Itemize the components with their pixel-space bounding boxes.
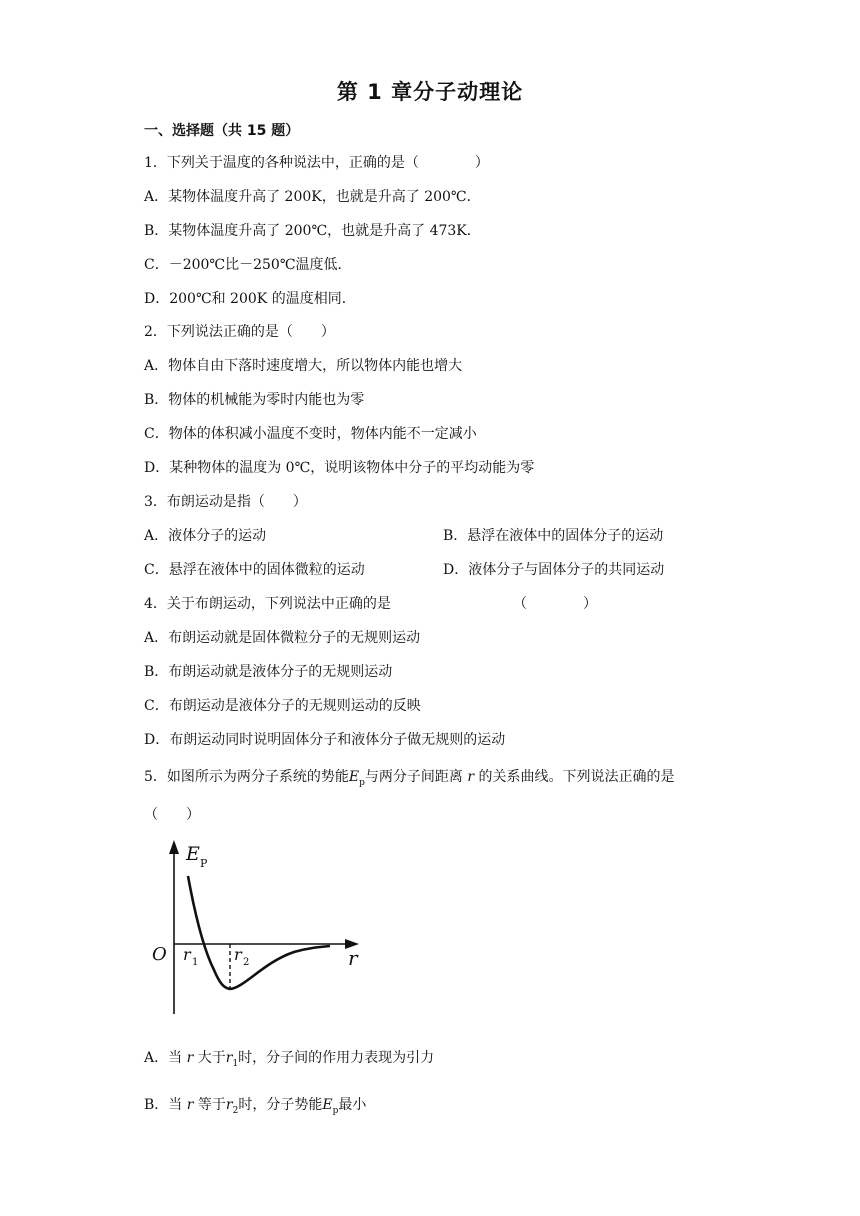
r1-label-subscript: 1: [192, 957, 199, 968]
question-3-option-c: C．悬浮在液体中的固体微粒的运动: [144, 562, 365, 578]
option-b-mid: 等于: [197, 1097, 226, 1113]
question-4-option-d: D．布朗运动同时说明固体分子和液体分子做无规则的运动: [144, 732, 506, 748]
option-b-end: 最小: [338, 1097, 367, 1113]
question-2-stem: 2．下列说法正确的是（ ）: [144, 324, 335, 340]
question-5-stem-pre: 5．如图所示为两分子系统的势能: [144, 769, 349, 785]
option-b-r-symbol: r: [225, 1097, 233, 1113]
question-2-option-d: D．某种物体的温度为 0℃，说明该物体中分子的平均动能为零: [144, 460, 535, 476]
question-2-option-b: B．物体的机械能为零时内能也为零: [144, 392, 365, 408]
option-b-r: r: [186, 1097, 194, 1113]
section-heading: 一、选择题（共 15 题）: [144, 123, 300, 139]
page-title: 第 1 章分子动理论: [336, 80, 524, 104]
r2-label: r: [234, 945, 242, 964]
question-2-option-a: A．物体自由下落时速度增大，所以物体内能也增大: [144, 358, 463, 374]
option-a-mid: 大于: [197, 1050, 226, 1066]
question-3-option-b: B．悬浮在液体中的固体分子的运动: [443, 528, 664, 544]
option-a-r: r: [186, 1050, 194, 1066]
question-4-option-a: A．布朗运动就是固体微粒分子的无规则运动: [144, 630, 421, 646]
question-1-option-b: B．某物体温度升高了 200℃，也就是升高了 473K．: [144, 223, 481, 239]
y-axis-label: E: [186, 843, 200, 865]
question-4-stem: 4．关于布朗运动，下列说法中正确的是: [144, 596, 391, 612]
y-axis-arrow: [169, 840, 179, 854]
question-1-option-a: A．某物体温度升高了 200K，也就是升高了 200℃．: [144, 189, 481, 205]
origin-label: O: [152, 944, 167, 965]
question-5-stem-post: 的关系曲线。下列说法正确的是: [478, 769, 675, 785]
option-b-r-subscript: 2: [232, 1105, 239, 1116]
question-1-option-c: C．－200℃比－250℃温度低．: [144, 257, 352, 273]
option-b-post: 时，分子势能: [238, 1097, 323, 1113]
question-5-option-b: [144, 1094, 366, 1116]
option-a-r-symbol: r: [225, 1050, 233, 1066]
question-4-option-c: C．布朗运动是液体分子的无规则运动的反映: [144, 698, 421, 714]
question-3-option-d: D．液体分子与固体分子的共同运动: [443, 562, 665, 578]
ep-subscript: p: [359, 777, 365, 788]
potential-energy-graph: [144, 838, 374, 1020]
y-axis-label-subscript: P: [200, 857, 208, 870]
potential-energy-curve: [188, 876, 330, 989]
question-3-stem: 3．布朗运动是指（ ）: [144, 494, 307, 510]
x-axis-label: r: [348, 946, 358, 970]
option-b-pre: B．当: [144, 1097, 183, 1113]
question-1-option-d: D．200℃和 200K 的温度相同．: [144, 291, 356, 307]
option-a-pre: A．当: [144, 1050, 183, 1066]
question-4-answer-paren: （ ）: [513, 596, 597, 612]
r-symbol: r: [467, 769, 475, 785]
question-5-answer-paren: （ ）: [144, 807, 200, 823]
question-5-option-a: [144, 1047, 434, 1069]
question-3-option-a: A．液体分子的运动: [144, 528, 267, 544]
option-a-post: 时，分子间的作用力表现为引力: [238, 1050, 435, 1066]
question-1-stem: 1．下列关于温度的各种说法中，正确的是（ ）: [144, 155, 489, 171]
question-5-stem-mid: 与两分子间距离: [364, 769, 463, 785]
question-2-option-c: C．物体的体积减小温度不变时，物体内能不一定减小: [144, 426, 477, 442]
question-4-option-b: B．布朗运动就是液体分子的无规则运动: [144, 664, 393, 680]
option-b-ep-subscript: p: [332, 1105, 339, 1116]
option-b-ep-symbol: E: [322, 1097, 333, 1113]
r2-label-subscript: 2: [243, 957, 250, 968]
option-a-r-subscript: 1: [232, 1058, 239, 1069]
question-5-stem: [144, 766, 675, 788]
ep-symbol: E: [348, 769, 360, 785]
r1-label: r: [183, 945, 191, 964]
